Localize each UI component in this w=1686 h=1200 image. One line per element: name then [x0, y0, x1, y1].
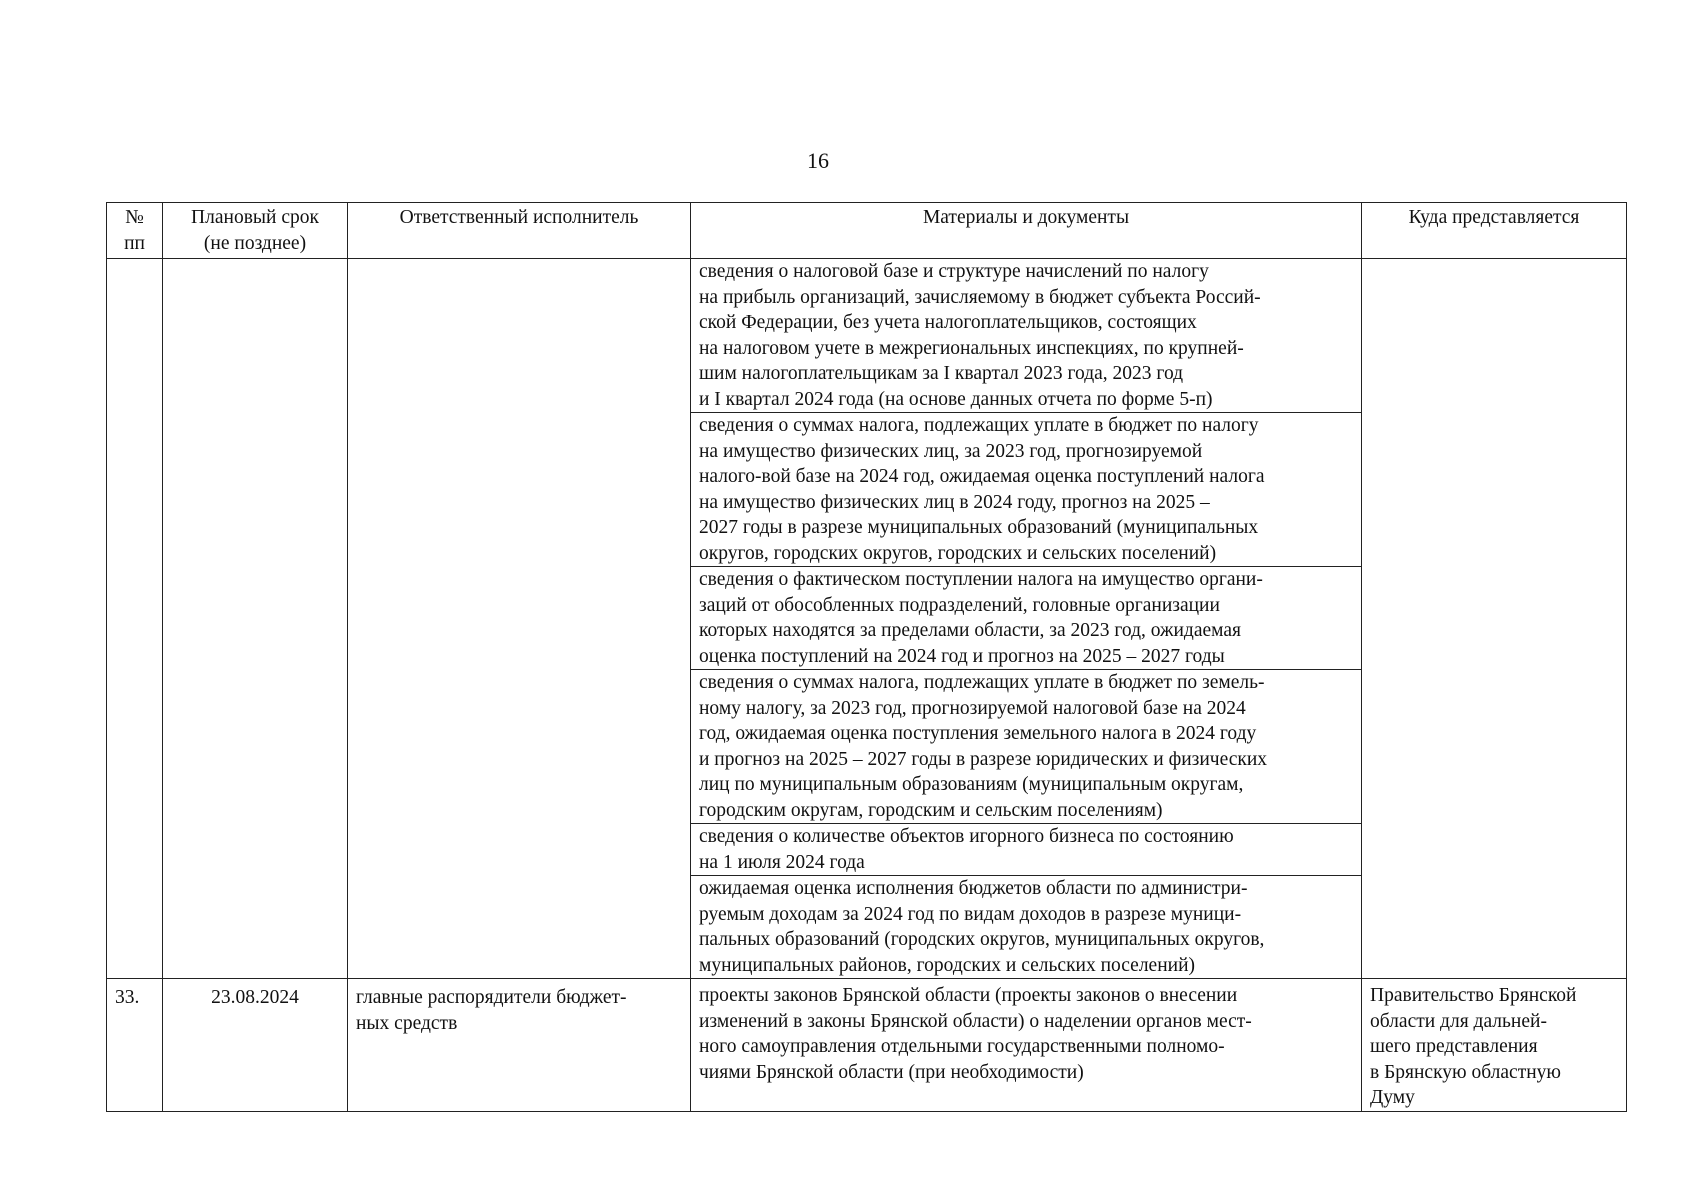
- page-number: 16: [807, 148, 829, 173]
- cell-executor: главные распорядители бюджет- ных средств: [348, 979, 691, 1112]
- cell-destination: Правительство Брянской области для дальней- шего представления в Брянскую областную Думу: [1362, 979, 1627, 1112]
- cell-materials: проекты законов Брянской области (проекты законов о внесении изменений в законы Брянской области) о наделении органов мест- ного самоуправления отдельными государственными полномо- чиями Брянской области (при необходимости): [691, 979, 1362, 1112]
- cell-materials-list: [691, 259, 1362, 979]
- cell-date: 23.08.2024: [163, 979, 348, 1112]
- material-item: ожидаемая оценка исполнения бюджетов области по администри- руемым доходам за 2024 год по видам доходов в разрезе муници- пальных образований (городских округов, муниципальных округов, муниципальных районов, городских и сельских поселений): [699, 878, 1265, 976]
- material-item: сведения о фактическом поступлении налога на имущество органи- заций от обособленных подразделений, головные организации которых находятся за пределами области, за 2023 год, ожидаемая оценка поступлений на 2024 год и прогноз на 2025 – 2027 годы: [691, 567, 1361, 670]
- cell-num: 33.: [107, 979, 163, 1112]
- header-materials: Материалы и документы: [691, 203, 1362, 259]
- table-header-row: [107, 203, 1627, 259]
- header-date: Плановый срок (не позднее): [163, 203, 348, 259]
- material-item: сведения о количестве объектов игорного бизнеса по состоянию на 1 июля 2024 года: [691, 824, 1361, 876]
- material-item: сведения о налоговой базе и структуре начислений по налогу на прибыль организаций, зачисляемому в бюджет субъекта Россий- ской Федерации, без учета налогоплательщиков, состоящих на налоговом учете в межрегиональных инспекциях, по крупней- шим налогоплательщикам за I квартал 2023 года, 2023 год и I квартал 2024 года (на основе данных отчета по форме 5-п): [691, 259, 1361, 413]
- header-executor: Ответственный исполнитель: [348, 203, 691, 259]
- header-destination: Куда представляется: [1362, 203, 1627, 259]
- plan-table: [106, 202, 1627, 1112]
- cell-num-empty: [107, 259, 163, 979]
- table-row-33: [107, 979, 1627, 1112]
- material-item: сведения о суммах налога, подлежащих уплате в бюджет по земель- ному налогу, за 2023 год, прогнозируемой налоговой базе на 2024 год, ожидаемая оценка поступления земельного налога в 2024 году и прогноз на 2025 – 2027 годы в разрезе юридических и физических лиц по муниципальным образованиям (муниципальным округам, городским округам, городским и сельским поселениям): [691, 670, 1361, 824]
- table-row-continued: [107, 259, 1627, 979]
- material-item: сведения о суммах налога, подлежащих уплате в бюджет по налогу на имущество физических лиц, за 2023 год, прогнозируемой налого-вой базе на 2024 год, ожидаемая оценка поступлений налога на имущество физических лиц в 2024 году, прогноз на 2025 – 2027 годы в разрезе муниципальных образований (муниципальных округов, городских округов, городских и сельских поселений): [691, 413, 1361, 567]
- cell-date-empty: [163, 259, 348, 979]
- header-num: № пп: [107, 203, 163, 259]
- cell-destination-empty: [1362, 259, 1627, 979]
- cell-executor-empty: [348, 259, 691, 979]
